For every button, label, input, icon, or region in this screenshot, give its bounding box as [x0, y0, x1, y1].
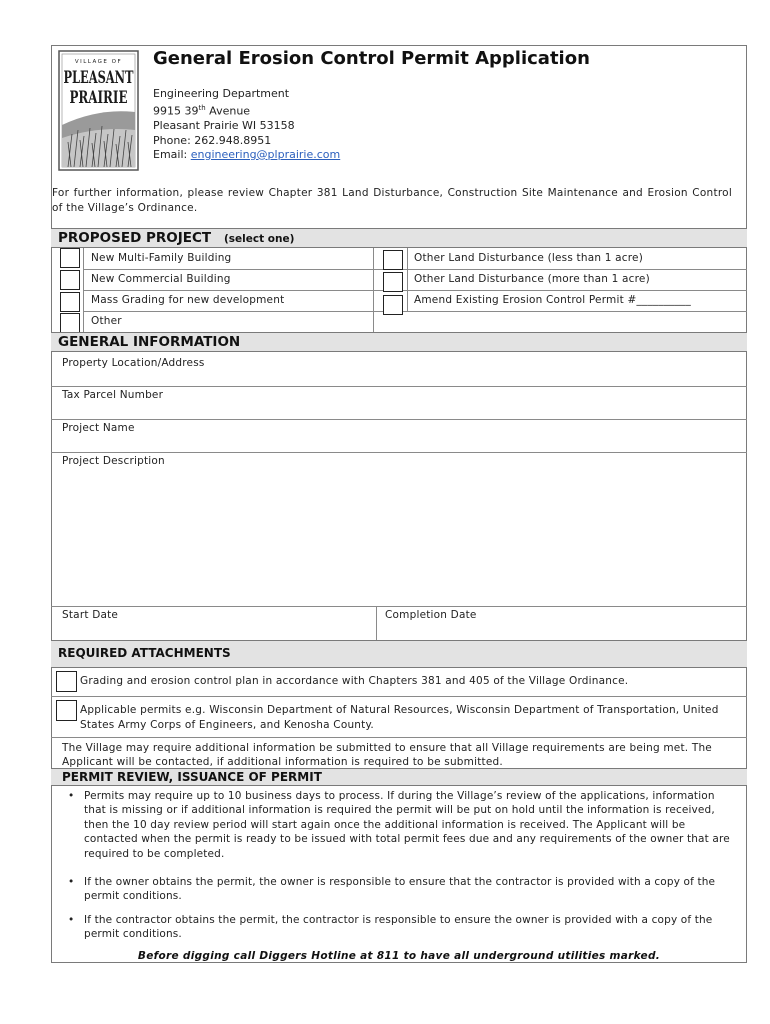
option-mass-grading: Mass Grading for new development — [91, 294, 285, 306]
logo-village-text: VILLAGE OF — [74, 59, 123, 65]
general-info-title: GENERAL INFORMATION — [58, 334, 241, 350]
checkbox-amend-permit[interactable] — [383, 295, 403, 315]
start-date-label: Start Date — [62, 609, 119, 621]
permit-review-list — [64, 789, 734, 942]
street-address: 9915 39th Avenue — [153, 104, 251, 118]
village-logo — [58, 50, 139, 171]
completion-date-label: Completion Date — [385, 609, 477, 621]
diggers-hotline-footer: Before digging call Diggers Hotline at 811 to have all underground utilities marked. — [137, 950, 661, 962]
option-amend-permit: Amend Existing Erosion Control Permit #__________ — [414, 294, 691, 306]
attachments-header — [51, 640, 747, 668]
checkbox-mass-grading[interactable] — [60, 292, 80, 312]
tax-parcel-label: Tax Parcel Number — [62, 389, 164, 401]
checkbox-land-less-1-acre[interactable] — [383, 250, 403, 270]
checkbox-applicable-permits[interactable] — [56, 700, 77, 721]
option-other: Other — [91, 315, 122, 327]
department-name: Engineering Department — [153, 87, 290, 100]
additional-info-note: The Village may require additional information be submitted to ensure that all Village requirements are being met. The Applicant will be contacted, if additional information is required to be submitted. — [62, 742, 712, 768]
attachment-applicable-permits: Applicable permits e.g. Wisconsin Department of Natural Resources, Wisconsin Department of Transportation, United States Army Corps of Engineers, and Kenosha County. — [80, 704, 719, 731]
project-name-label: Project Name — [62, 422, 135, 434]
email-line: Email: engineering@plprairie.com — [153, 147, 341, 161]
form-title: General Erosion Control Permit Application — [153, 48, 590, 69]
attachments-title: REQUIRED ATTACHMENTS — [58, 646, 231, 660]
logo-name-line2: PRAIRIE — [69, 88, 128, 108]
phone-number: 262.948.8951 — [194, 133, 272, 147]
general-info-header — [51, 332, 747, 352]
intro-text: For further information, please review Chapter 381 Land Disturbance, Construction Site Maintenance and Erosion Control of the Village’s Ordinance. — [52, 187, 732, 214]
option-land-more-1-acre: Other Land Disturbance (more than 1 acre) — [414, 273, 650, 285]
proposed-project-subtitle: (select one) — [224, 233, 295, 245]
city-state-zip: Pleasant Prairie WI 53158 — [153, 119, 295, 133]
attachment-grading-plan: Grading and erosion control plan in accordance with Chapters 381 and 405 of the Village Ordinance. — [80, 675, 629, 687]
review-bullet-2: • If the owner obtains the permit, the owner is responsible to ensure that the contractor is provided with a copy of the permit conditions. — [64, 875, 734, 904]
review-bullet-3: • If the contractor obtains the permit, the contractor is responsible to ensure the owner is provided with a copy of the permit conditions. — [64, 913, 734, 942]
checkbox-grading-plan[interactable] — [56, 671, 77, 692]
checkbox-multi-family[interactable] — [60, 248, 80, 268]
project-description-label: Project Description — [62, 455, 165, 467]
proposed-project-header — [51, 228, 747, 248]
permit-review-title: PERMIT REVIEW, ISSUANCE OF PERMIT — [62, 770, 322, 784]
checkbox-commercial[interactable] — [60, 270, 80, 290]
checkbox-other[interactable] — [60, 313, 80, 333]
checkbox-land-more-1-acre[interactable] — [383, 272, 403, 292]
option-land-less-1-acre: Other Land Disturbance (less than 1 acre) — [414, 252, 643, 264]
phone-line: Phone: 262.948.8951 — [153, 133, 272, 147]
option-multi-family: New Multi-Family Building — [91, 252, 232, 264]
property-address-label: Property Location/Address — [62, 357, 205, 369]
permit-review-header — [51, 768, 747, 786]
email-link[interactable]: engineering@plprairie.com — [190, 147, 341, 161]
option-commercial: New Commercial Building — [91, 273, 231, 285]
logo-name-line1: PLEASANT — [63, 68, 134, 88]
proposed-project-title: PROPOSED PROJECT — [58, 230, 212, 246]
review-bullet-1: • Permits may require up to 10 business days to process. If during the Village’s review of the applications, information that is missing or if additional information is required the permit will be put on hold until the information is received, then the 10 day review period will start again once the additional information is received. The Applicant will be contacted when the permit is ready to be issued with total permit fees due and any requirements of the owner that are required to be completed. — [64, 789, 734, 861]
logo-graphic — [58, 50, 139, 171]
department-address — [153, 87, 340, 162]
